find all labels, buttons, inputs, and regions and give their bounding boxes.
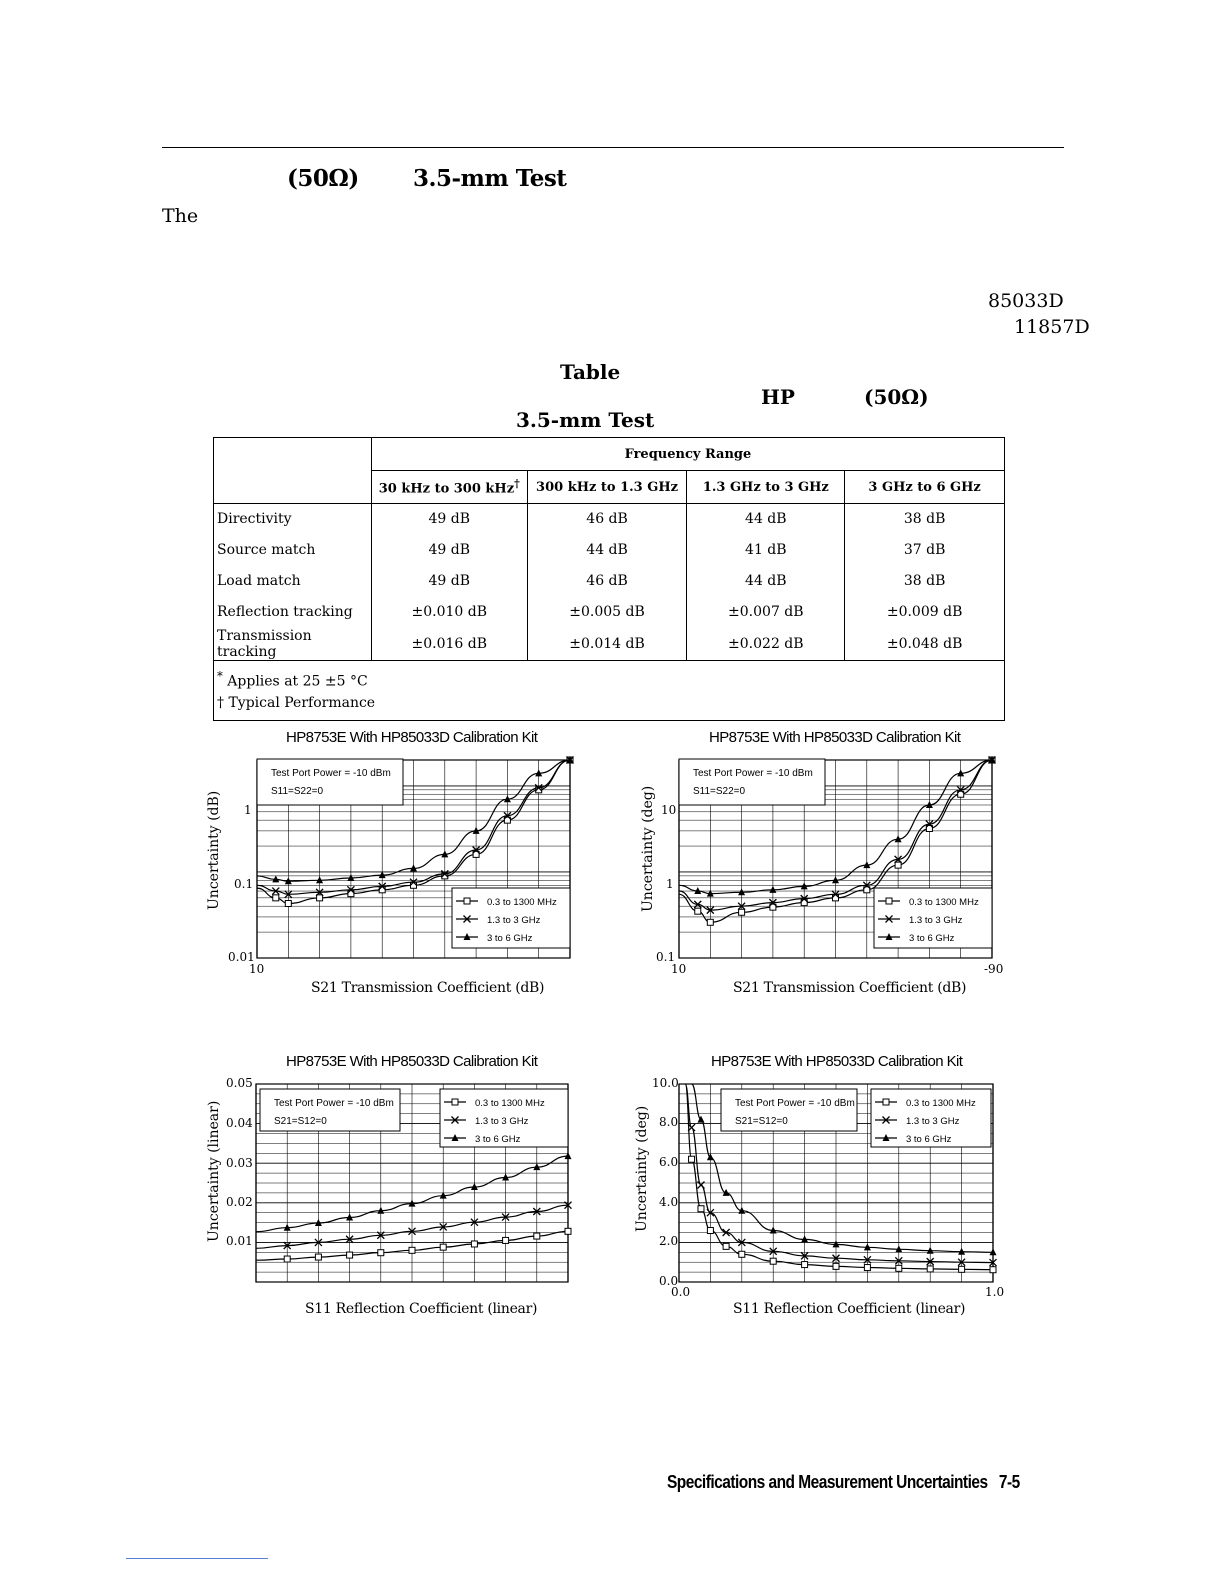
table-cell: 44 dB	[527, 535, 687, 566]
page-footer	[667, 1472, 1020, 1493]
data-point	[411, 882, 417, 888]
data-point	[378, 1250, 384, 1256]
column-header: 1.3 GHz to 3 GHz	[687, 471, 845, 504]
column-header: 3 GHz to 6 GHz	[845, 471, 1005, 504]
chart4-y-tick: 8.0	[659, 1115, 679, 1129]
table-cell: ±0.005 dB	[527, 597, 687, 628]
data-point	[723, 1189, 730, 1196]
footnote-typical: † Typical Performance	[217, 695, 376, 712]
annotation-condition: S21=S12=0	[735, 1116, 788, 1127]
table-title-connector: 3.5-mm Test	[516, 408, 655, 432]
legend-label: 3 to 6 GHz	[475, 1134, 521, 1145]
table-title-impedance: (50Ω)	[864, 385, 929, 409]
chart3-x-axis-label: S11 Reflection Coefficient (linear)	[305, 1301, 538, 1317]
data-point	[895, 862, 901, 868]
footer-title: Specifications and Measurement Uncertainties	[667, 1472, 988, 1492]
chart4-x-tick: 0.0	[671, 1285, 691, 1299]
chart2-title: HP8753E With HP85033D Calibration Kit	[709, 729, 961, 746]
row-label: Reflection tracking	[214, 597, 372, 628]
chart3-y-axis-label: Uncertainty (linear)	[206, 1100, 222, 1242]
data-point	[565, 1228, 571, 1234]
data-point	[707, 1228, 713, 1234]
legend-marker	[886, 898, 892, 904]
data-point	[347, 1252, 353, 1258]
table-cell: 46 dB	[527, 566, 687, 597]
legend-marker	[883, 1099, 889, 1105]
data-point	[697, 1181, 704, 1188]
data-point	[471, 1241, 477, 1247]
legend-label: 1.3 to 3 GHz	[909, 915, 963, 926]
legend-marker	[464, 898, 470, 904]
chart2-x-tick: 10	[671, 962, 687, 976]
row-label: Load match	[214, 566, 372, 597]
chart1-y-tick: 0.01	[228, 950, 255, 964]
chart1-x-tick: 10	[249, 962, 265, 976]
reference-11857d: 11857D	[1014, 316, 1090, 338]
chart2-x-tick: -90	[984, 962, 1004, 976]
chart2-y-tick: 0.1	[656, 950, 676, 964]
specification-table	[213, 437, 1005, 721]
annotation-box	[257, 759, 403, 805]
table-footnotes	[214, 660, 1005, 720]
chart1-y-tick: 0.1	[234, 877, 254, 891]
chart2-y-tick: 10	[661, 803, 677, 817]
legend	[440, 1089, 568, 1147]
page-number: 7-5	[998, 1472, 1020, 1492]
chart3-title: HP8753E With HP85033D Calibration Kit	[286, 1053, 538, 1070]
table-title-hp: HP	[761, 385, 795, 409]
chart3-y-tick: 0.05	[226, 1076, 253, 1090]
chart3-y-tick: 0.03	[226, 1156, 253, 1170]
table-cell: 41 dB	[687, 535, 845, 566]
chart4-y-tick: 2.0	[659, 1234, 679, 1248]
data-point	[315, 1254, 321, 1260]
row-label: Transmission tracking	[214, 628, 372, 661]
table-cell: ±0.048 dB	[845, 628, 1005, 661]
data-point	[990, 1267, 996, 1273]
table-cell: ±0.009 dB	[845, 597, 1005, 628]
data-point	[802, 1262, 808, 1268]
legend-marker	[452, 1099, 458, 1105]
chart3-y-tick: 0.04	[226, 1116, 253, 1130]
legend-label: 1.3 to 3 GHz	[487, 915, 541, 926]
column-header: 30 kHz to 300 kHz†	[371, 471, 527, 504]
footnote-temperature: * Applies at 25 ±5 °C	[217, 668, 368, 690]
table-row	[214, 566, 1005, 597]
chart4-phase-reflection	[620, 1075, 1010, 1295]
data-point	[959, 1266, 965, 1272]
frequency-range-header: Frequency Range	[371, 438, 1004, 471]
chart1-title: HP8753E With HP85033D Calibration Kit	[286, 729, 538, 746]
annotation-condition: S11=S22=0	[271, 786, 324, 797]
chart2-y-axis-label: Uncertainty (deg)	[640, 785, 656, 912]
chart1-y-tick: 1	[244, 803, 252, 817]
chart4-x-tick: 1.0	[985, 1285, 1005, 1299]
legend-label: 0.3 to 1300 MHz	[909, 897, 979, 908]
chart3-y-tick: 0.02	[226, 1195, 253, 1209]
legend-label: 0.3 to 1300 MHz	[475, 1098, 545, 1109]
data-point	[739, 909, 745, 915]
table-cell: 38 dB	[845, 566, 1005, 597]
table-cell: 38 dB	[845, 504, 1005, 535]
series-group	[256, 1152, 572, 1262]
table-cell: 49 dB	[371, 535, 527, 566]
legend	[452, 888, 570, 948]
chart2-y-tick: 1	[666, 877, 674, 891]
table-corner-lower	[214, 471, 372, 504]
legend	[874, 888, 992, 948]
intro-text: The	[162, 205, 199, 227]
data-point	[723, 1243, 729, 1249]
chart4-x-axis-label: S11 Reflection Coefficient (linear)	[733, 1301, 966, 1317]
annotation-condition: S11=S22=0	[693, 786, 746, 797]
data-point	[927, 1266, 933, 1272]
chart4-title: HP8753E With HP85033D Calibration Kit	[711, 1053, 963, 1070]
table-cell: 49 dB	[371, 566, 527, 597]
legend-label: 1.3 to 3 GHz	[475, 1116, 529, 1127]
chart1-y-axis-label: Uncertainty (dB)	[206, 790, 222, 910]
bottom-link-rule	[126, 1558, 268, 1559]
data-point	[285, 900, 291, 906]
data-point	[409, 1247, 415, 1253]
table-row	[214, 597, 1005, 628]
legend-label: 3 to 6 GHz	[906, 1134, 952, 1145]
data-point	[284, 1256, 290, 1262]
table-cell: ±0.007 dB	[687, 597, 845, 628]
table-row	[214, 535, 1005, 566]
data-point	[317, 895, 323, 901]
table-cell: 46 dB	[527, 504, 687, 535]
chart4-y-tick: 0.0	[659, 1274, 679, 1288]
section-heading-part1: (50Ω)	[287, 165, 359, 192]
data-point	[689, 1156, 695, 1162]
chart3-y-tick: 0.01	[226, 1234, 253, 1248]
data-point	[707, 919, 713, 925]
table-title-label: Table	[560, 360, 621, 384]
data-point	[739, 1251, 745, 1257]
annotation-box	[260, 1089, 400, 1131]
annotation-power: Test Port Power = -10 dBm	[271, 768, 391, 779]
data-point	[770, 1258, 776, 1264]
table-cell: 37 dB	[845, 535, 1005, 566]
data-point	[534, 1233, 540, 1239]
chart1-x-axis-label: S21 Transmission Coefficient (dB)	[311, 980, 545, 996]
table-cell: 44 dB	[687, 566, 845, 597]
data-point	[273, 895, 279, 901]
chart4-y-tick: 6.0	[659, 1155, 679, 1169]
table-corner	[214, 438, 372, 471]
data-point	[833, 1263, 839, 1269]
data-point	[864, 1265, 870, 1271]
annotation-box	[721, 1089, 857, 1131]
table-cell: ±0.022 dB	[687, 628, 845, 661]
header-rule	[162, 147, 1064, 148]
data-point	[695, 908, 701, 914]
column-header: 300 kHz to 1.3 GHz	[527, 471, 687, 504]
annotation-frame	[257, 759, 403, 805]
annotation-frame	[679, 759, 825, 805]
legend	[871, 1089, 991, 1147]
chart3-magnitude-reflection	[200, 1075, 590, 1295]
data-point	[440, 1244, 446, 1250]
legend-label: 3 to 6 GHz	[909, 933, 955, 944]
chart4-y-tick: 10.0	[652, 1076, 679, 1090]
table-cell: ±0.010 dB	[371, 597, 527, 628]
data-point	[896, 1265, 902, 1271]
row-label: Source match	[214, 535, 372, 566]
table-cell: ±0.014 dB	[527, 628, 687, 661]
table-row	[214, 628, 1005, 661]
table-cell: ±0.016 dB	[371, 628, 527, 661]
annotation-power: Test Port Power = -10 dBm	[693, 768, 813, 779]
annotation-power: Test Port Power = -10 dBm	[735, 1098, 855, 1109]
chart2-x-axis-label: S21 Transmission Coefficient (dB)	[733, 980, 967, 996]
table-cell: 44 dB	[687, 504, 845, 535]
table-row	[214, 504, 1005, 535]
legend-label: 1.3 to 3 GHz	[906, 1116, 960, 1127]
annotation-power: Test Port Power = -10 dBm	[274, 1098, 394, 1109]
legend-label: 0.3 to 1300 MHz	[487, 897, 557, 908]
data-point	[698, 1206, 704, 1212]
annotation-condition: S21=S12=0	[274, 1116, 327, 1127]
legend-label: 3 to 6 GHz	[487, 933, 533, 944]
legend-label: 0.3 to 1300 MHz	[906, 1098, 976, 1109]
table-cell: 49 dB	[371, 504, 527, 535]
chart4-y-tick: 4.0	[659, 1195, 679, 1209]
reference-85033d: 85033D	[988, 290, 1064, 312]
annotation-box	[679, 759, 825, 805]
row-label: Directivity	[214, 504, 372, 535]
data-point	[503, 1237, 509, 1243]
chart4-y-axis-label: Uncertainty (deg)	[634, 1105, 650, 1232]
section-heading-part2: 3.5-mm Test	[413, 165, 567, 192]
